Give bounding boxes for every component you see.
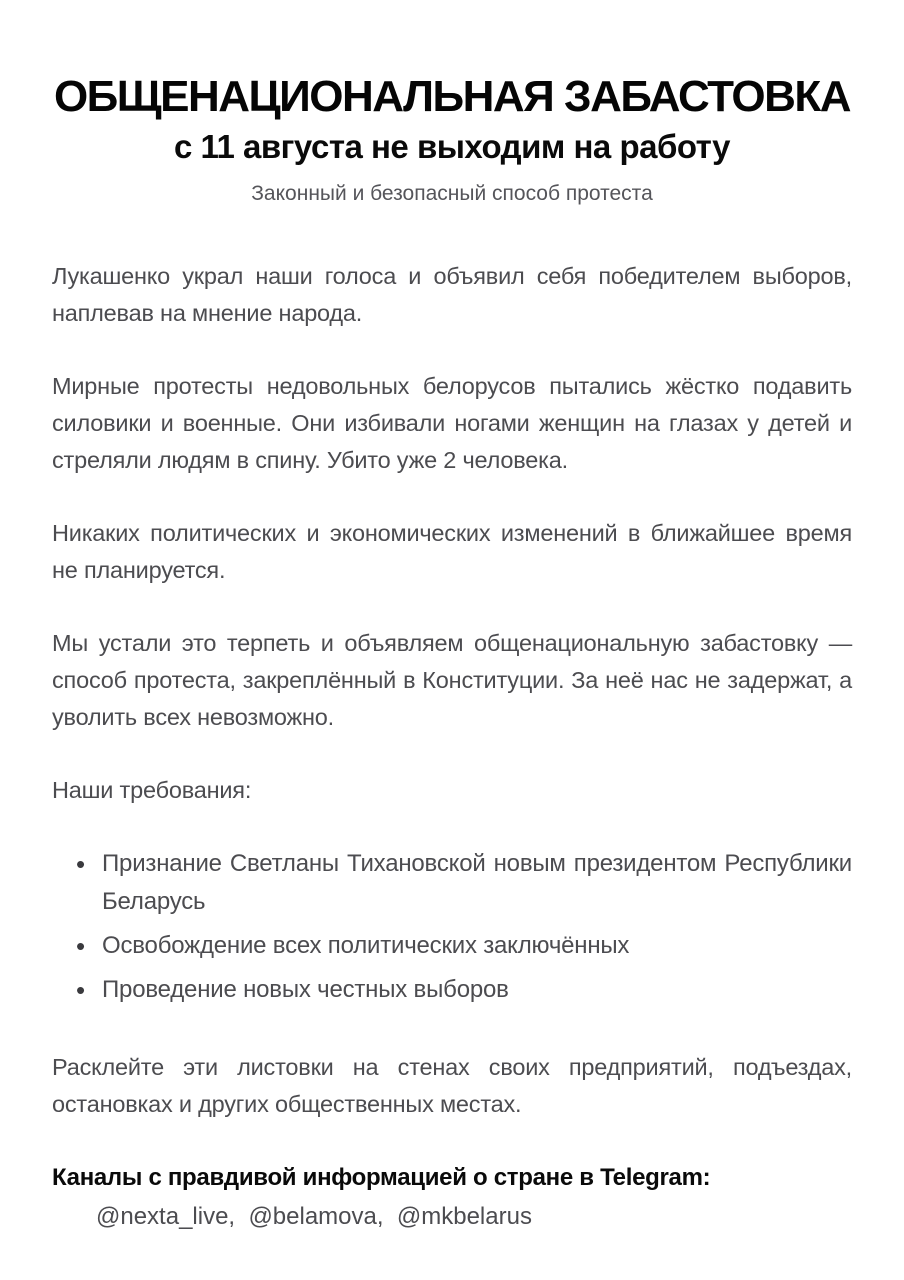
paragraph-closing-call: Расклейте эти листовки на стенах своих предприятий, подъездах, остановках и других общественных местах. [52, 1054, 852, 1118]
paragraph-no-changes: Никаких политических и экономических изменений в ближайшее время не планируется. [52, 520, 852, 584]
page-title: ОБЩЕНАЦИОНАЛЬНАЯ ЗАБАСТОВКА [53, 72, 851, 121]
telegram-heading: Каналы с правдивой информацией о стране в Telegram: [52, 1164, 711, 1192]
page-subtitle: с 11 августа не выходим на работу [173, 127, 731, 165]
list-item: • Освобождение всех политических заключённых [102, 927, 852, 965]
paragraph-strike-announcement: Мы устали это терпеть и объявляем общенациональную забастовку — способ протеста, закреплённый в Конституции. За неё нас не задержат, а уволить всех невозможно. [52, 630, 852, 731]
demands-heading: Наши требования: [52, 777, 252, 804]
paragraph-election-stolen: Лукашенко украл наши голоса и объявил себя победителем выборов, наплевав на мнение народа. [52, 263, 852, 327]
tagline: Законный и безопасный способ протеста [251, 182, 653, 206]
demands-list [52, 845, 852, 1009]
list-item: • Признание Светланы Тихановской новым президентом Республики Беларусь [102, 845, 852, 921]
list-item: • Проведение новых честных выборов [102, 971, 852, 1009]
telegram-channels: @nexta_live, @belamova, @mkbelarus [96, 1203, 532, 1231]
paragraph-protests-suppressed: Мирные протесты недовольных белорусов пытались жёстко подавить силовики и военные. Они избивали ногами женщин на глазах у детей и стреляли людям в спину. Убито уже 2 человека. [52, 373, 852, 474]
body-copy [52, 258, 852, 1235]
